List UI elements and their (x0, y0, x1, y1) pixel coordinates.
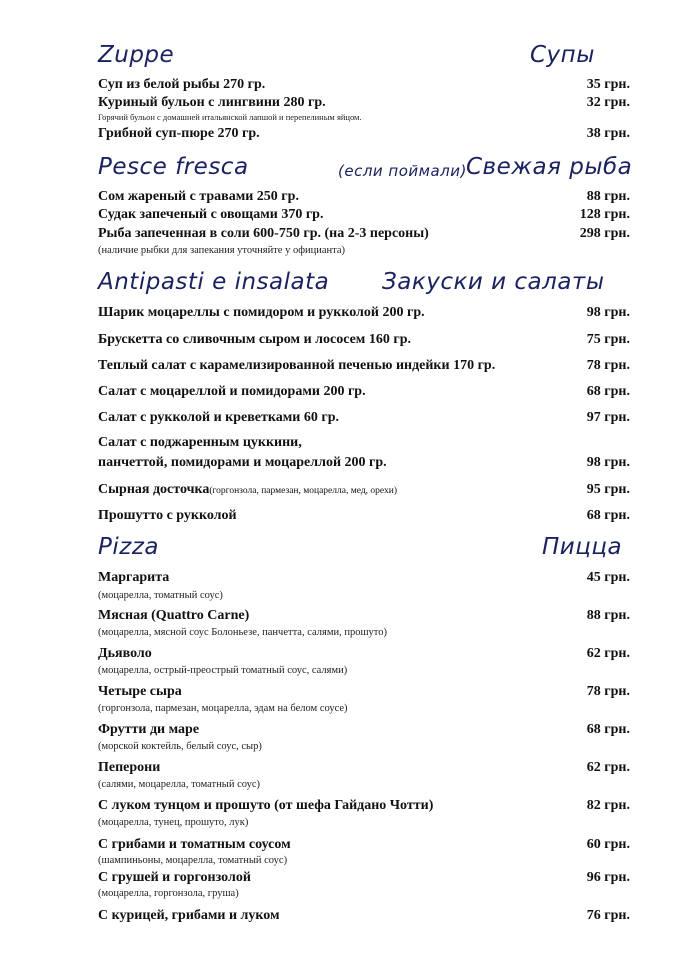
item-description: (моцарелла, тунец, прошуто, лук) (98, 817, 249, 828)
item-name: Суп из белой рыбы 270 гр. (98, 77, 266, 92)
item-price: 76 грн. (586, 908, 630, 923)
item-price: 88 грн. (586, 189, 630, 204)
menu-item (98, 383, 630, 401)
menu-item (98, 125, 630, 143)
item-name: Брускетта со сливочным сыром и лососем 160 гр. (98, 332, 411, 347)
item-price: 60 грн. (586, 837, 630, 852)
menu-item (98, 434, 302, 452)
item-name: Прошутто с рукколой (98, 508, 237, 523)
item-description: (моцарелла, горгонзола, груша) (98, 888, 239, 899)
menu-item (98, 481, 630, 499)
item-price: 96 грн. (586, 870, 630, 885)
item-name: Салат с рукколой и креветками 60 гр. (98, 410, 339, 425)
menu-item (98, 721, 630, 739)
item-description: (моцарелла, мясной соус Болоньезе, панчетта, салями, прошуто) (98, 627, 387, 638)
item-price: 78 грн. (586, 358, 630, 373)
item-price: 32 грн. (586, 95, 630, 110)
item-price: 98 грн. (586, 455, 630, 470)
section-title-russian: Супы (530, 42, 595, 68)
item-price: 68 грн. (586, 722, 630, 737)
menu-item (98, 188, 630, 206)
section-title-italian: Pizza (98, 534, 159, 560)
item-price: 45 грн. (586, 570, 630, 585)
menu-item-line2 (98, 454, 630, 472)
item-name: Мясная (Quattro Carne) (98, 608, 250, 623)
item-name: С курицей, грибами и луком (98, 908, 280, 923)
section-title-italian: Pesce fresca (98, 154, 249, 180)
menu-item (98, 331, 630, 349)
item-name: Четыре сыра (98, 684, 182, 699)
item-name: Фрутти ди маре (98, 722, 200, 737)
section-title-italian: Zuppe (98, 42, 175, 68)
item-price: 68 грн. (586, 384, 630, 399)
menu-item (98, 76, 630, 94)
item-name: Салат с моцареллой и помидорами 200 гр. (98, 384, 366, 399)
item-name: С грибами и томатным соусом (98, 837, 291, 852)
item-price: 78 грн. (586, 684, 630, 699)
item-name: Судак запеченый с овощами 370 гр. (98, 207, 324, 222)
item-description: (моцарелла, острый-преострый томатный соус, салями) (98, 665, 348, 676)
item-price: 62 грн. (586, 760, 630, 775)
menu-item (98, 225, 630, 243)
item-price: 88 грн. (586, 608, 630, 623)
section-subtitle: (если поймали) (338, 162, 467, 180)
menu-item (98, 797, 630, 815)
section-title-italian: Antipasti e insalata (98, 269, 330, 295)
item-name: Пеперони (98, 760, 161, 775)
menu-item (98, 507, 630, 525)
item-name: Салат с поджаренным цуккини, (98, 435, 302, 450)
item-price: 98 грн. (586, 305, 630, 320)
item-description: (горгонзола, пармезан, моцарелла, эдам на белом соусе) (98, 703, 348, 714)
menu-item (98, 304, 630, 322)
menu-item (98, 907, 630, 925)
menu-item (98, 836, 630, 854)
item-price: 62 грн. (586, 646, 630, 661)
item-description: (наличие рыбки для запекания уточняйте у официанта) (98, 245, 346, 256)
item-price: 298 грн. (579, 226, 630, 241)
item-name: Рыба запеченная в соли 600-750 гр. (на 2-3 персоны) (98, 226, 429, 241)
menu-item (98, 206, 630, 224)
section-title-russian: Свежая рыба (466, 154, 633, 180)
menu-item (98, 683, 630, 701)
item-description: (моцарелла, томатный соус) (98, 590, 223, 601)
item-description: (шампиньоны, моцарелла, томатный соус) (98, 855, 288, 866)
item-price: 128 грн. (579, 207, 630, 222)
item-price: 97 грн. (586, 410, 630, 425)
item-name: Дьяволо (98, 646, 152, 661)
menu-item (98, 357, 630, 375)
item-name: Теплый салат с карамелизированной печенью индейки 170 гр. (98, 358, 496, 373)
item-name: С луком тунцом и прошуто (от шефа Гайдано Чотти) (98, 798, 434, 813)
item-name: Сом жареный с травами 250 гр. (98, 189, 299, 204)
item-name-line2: панчеттой, помидорами и моцареллой 200 гр. (98, 455, 387, 470)
item-description: (морской коктейль, белый соус, сыр) (98, 741, 262, 752)
item-name: Маргарита (98, 570, 170, 585)
menu-item (98, 759, 630, 777)
item-inline-note: (горгонзола, пармезан, моцарелла, мед, орехи) (209, 486, 397, 496)
item-price: 95 грн. (586, 482, 630, 497)
menu-item (98, 869, 630, 887)
menu-item (98, 94, 630, 112)
item-description: Горячий бульон с домашней итальянской лапшой и перепелиным яйцом. (98, 112, 362, 122)
section-title-russian: Пицца (542, 534, 623, 560)
menu-item (98, 607, 630, 625)
item-name: Грибной суп-пюре 270 гр. (98, 126, 260, 141)
item-name: С грушей и горгонзолой (98, 870, 251, 885)
item-price: 38 грн. (586, 126, 630, 141)
menu-item (98, 645, 630, 663)
section-title-russian: Закуски и салаты (382, 269, 605, 295)
menu-item (98, 409, 630, 427)
item-price: 82 грн. (586, 798, 630, 813)
item-name: Куриный бульон с лингвини 280 гр. (98, 95, 326, 110)
menu-item (98, 569, 630, 587)
item-price: 75 грн. (586, 332, 630, 347)
item-price: 35 грн. (586, 77, 630, 92)
item-name: Шарик моцареллы с помидором и рукколой 200 гр. (98, 305, 425, 320)
item-name: Сырная досточка (98, 482, 210, 497)
item-description: (салями, моцарелла, томатный соус) (98, 779, 260, 790)
item-price: 68 грн. (586, 508, 630, 523)
